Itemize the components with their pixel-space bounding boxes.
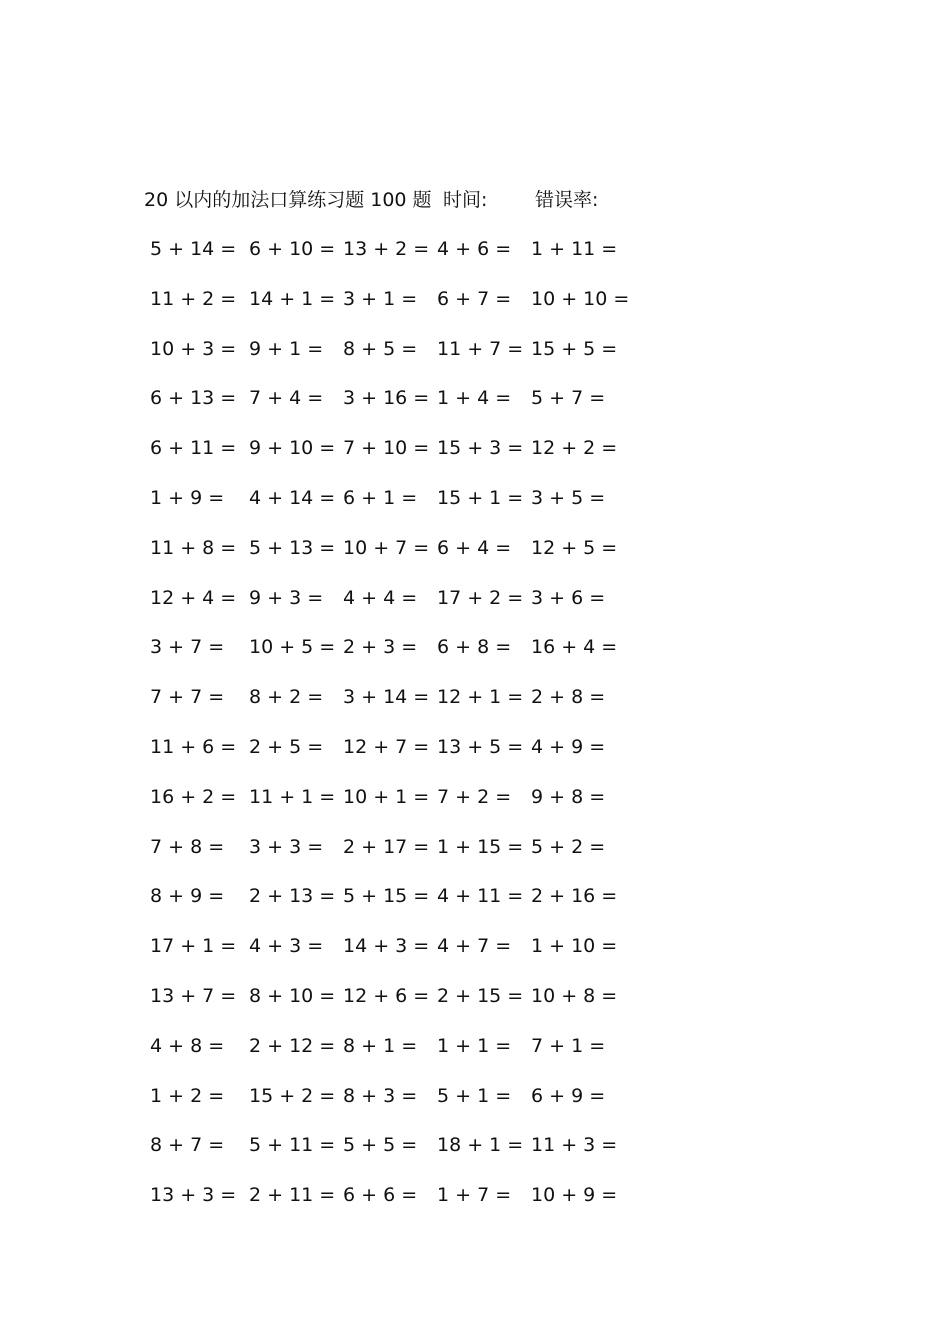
problem-r6-c2: 4 + 14 = xyxy=(249,487,336,509)
problem-r6-c4: 15 + 1 = xyxy=(437,487,524,509)
problem-r7-c1: 11 + 8 = xyxy=(150,537,237,559)
problem-r6-c1: 1 + 9 = xyxy=(150,487,225,509)
problem-r10-c5: 2 + 8 = xyxy=(531,686,606,708)
problem-r1-c1: 5 + 14 = xyxy=(150,238,237,260)
problem-r7-c5: 12 + 5 = xyxy=(531,537,618,559)
problem-r3-c5: 15 + 5 = xyxy=(531,338,618,360)
problem-r19-c3: 5 + 5 = xyxy=(343,1134,418,1156)
problem-r3-c3: 8 + 5 = xyxy=(343,338,418,360)
problem-r12-c2: 11 + 1 = xyxy=(249,786,336,808)
problem-r11-c5: 4 + 9 = xyxy=(531,736,606,758)
problem-r8-c1: 12 + 4 = xyxy=(150,587,237,609)
problem-r15-c1: 17 + 1 = xyxy=(150,935,237,957)
problem-r10-c1: 7 + 7 = xyxy=(150,686,225,708)
problem-r20-c1: 13 + 3 = xyxy=(150,1184,237,1206)
problem-r18-c5: 6 + 9 = xyxy=(531,1085,606,1107)
problem-r20-c4: 1 + 7 = xyxy=(437,1184,512,1206)
problem-r2-c4: 6 + 7 = xyxy=(437,288,512,310)
problem-r14-c3: 5 + 15 = xyxy=(343,885,430,907)
problem-r16-c4: 2 + 15 = xyxy=(437,985,524,1007)
problem-r10-c4: 12 + 1 = xyxy=(437,686,524,708)
problem-r13-c5: 5 + 2 = xyxy=(531,836,606,858)
problem-r7-c4: 6 + 4 = xyxy=(437,537,512,559)
problem-r5-c4: 15 + 3 = xyxy=(437,437,524,459)
problem-r8-c2: 9 + 3 = xyxy=(249,587,324,609)
problem-r13-c1: 7 + 8 = xyxy=(150,836,225,858)
problem-r18-c1: 1 + 2 = xyxy=(150,1085,225,1107)
problem-r4-c4: 1 + 4 = xyxy=(437,387,512,409)
problem-r4-c2: 7 + 4 = xyxy=(249,387,324,409)
problem-r18-c2: 15 + 2 = xyxy=(249,1085,336,1107)
problem-r1-c3: 13 + 2 = xyxy=(343,238,430,260)
problem-r4-c1: 6 + 13 = xyxy=(150,387,237,409)
problem-r2-c2: 14 + 1 = xyxy=(249,288,336,310)
problem-r5-c5: 12 + 2 = xyxy=(531,437,618,459)
problem-r14-c2: 2 + 13 = xyxy=(249,885,336,907)
problem-r5-c2: 9 + 10 = xyxy=(249,437,336,459)
problem-r2-c3: 3 + 1 = xyxy=(343,288,418,310)
problem-r18-c3: 8 + 3 = xyxy=(343,1085,418,1107)
problem-r9-c5: 16 + 4 = xyxy=(531,636,618,658)
problem-r8-c3: 4 + 4 = xyxy=(343,587,418,609)
problem-r15-c3: 14 + 3 = xyxy=(343,935,430,957)
problem-r17-c3: 8 + 1 = xyxy=(343,1035,418,1057)
problem-r15-c2: 4 + 3 = xyxy=(249,935,324,957)
problem-r12-c5: 9 + 8 = xyxy=(531,786,606,808)
problem-r6-c3: 6 + 1 = xyxy=(343,487,418,509)
problem-r11-c2: 2 + 5 = xyxy=(249,736,324,758)
problem-r19-c4: 18 + 1 = xyxy=(437,1134,524,1156)
problem-r20-c2: 2 + 11 = xyxy=(249,1184,336,1206)
error-rate-label: 错误率: xyxy=(535,189,599,211)
problem-r1-c5: 1 + 11 = xyxy=(531,238,618,260)
problem-r9-c1: 3 + 7 = xyxy=(150,636,225,658)
problem-r14-c5: 2 + 16 = xyxy=(531,885,618,907)
worksheet-title: 20 以内的加法口算练习题 100 题 xyxy=(144,189,432,211)
problem-r15-c5: 1 + 10 = xyxy=(531,935,618,957)
problem-r8-c5: 3 + 6 = xyxy=(531,587,606,609)
problem-r13-c4: 1 + 15 = xyxy=(437,836,524,858)
problem-r20-c5: 10 + 9 = xyxy=(531,1184,618,1206)
problem-r16-c2: 8 + 10 = xyxy=(249,985,336,1007)
problem-r20-c3: 6 + 6 = xyxy=(343,1184,418,1206)
problem-r17-c1: 4 + 8 = xyxy=(150,1035,225,1057)
problem-r12-c4: 7 + 2 = xyxy=(437,786,512,808)
problem-r14-c4: 4 + 11 = xyxy=(437,885,524,907)
problem-r11-c3: 12 + 7 = xyxy=(343,736,430,758)
problem-r6-c5: 3 + 5 = xyxy=(531,487,606,509)
problem-r3-c2: 9 + 1 = xyxy=(249,338,324,360)
problem-r2-c5: 10 + 10 = xyxy=(531,288,630,310)
problem-r13-c3: 2 + 17 = xyxy=(343,836,430,858)
problem-r1-c4: 4 + 6 = xyxy=(437,238,512,260)
problem-r5-c3: 7 + 10 = xyxy=(343,437,430,459)
problem-r17-c2: 2 + 12 = xyxy=(249,1035,336,1057)
problem-r17-c4: 1 + 1 = xyxy=(437,1035,512,1057)
problem-r11-c4: 13 + 5 = xyxy=(437,736,524,758)
problem-r8-c4: 17 + 2 = xyxy=(437,587,524,609)
problem-r14-c1: 8 + 9 = xyxy=(150,885,225,907)
problem-r16-c3: 12 + 6 = xyxy=(343,985,430,1007)
problem-r9-c3: 2 + 3 = xyxy=(343,636,418,658)
problem-r7-c3: 10 + 7 = xyxy=(343,537,430,559)
problem-r2-c1: 11 + 2 = xyxy=(150,288,237,310)
problem-r4-c5: 5 + 7 = xyxy=(531,387,606,409)
problem-r19-c1: 8 + 7 = xyxy=(150,1134,225,1156)
problem-r11-c1: 11 + 6 = xyxy=(150,736,237,758)
problem-r7-c2: 5 + 13 = xyxy=(249,537,336,559)
problem-r3-c1: 10 + 3 = xyxy=(150,338,237,360)
problem-r16-c1: 13 + 7 = xyxy=(150,985,237,1007)
problem-r5-c1: 6 + 11 = xyxy=(150,437,237,459)
problem-r9-c4: 6 + 8 = xyxy=(437,636,512,658)
problem-r19-c5: 11 + 3 = xyxy=(531,1134,618,1156)
problem-r1-c2: 6 + 10 = xyxy=(249,238,336,260)
problem-r13-c2: 3 + 3 = xyxy=(249,836,324,858)
problem-r4-c3: 3 + 16 = xyxy=(343,387,430,409)
problem-r12-c3: 10 + 1 = xyxy=(343,786,430,808)
problem-r18-c4: 5 + 1 = xyxy=(437,1085,512,1107)
problem-r19-c2: 5 + 11 = xyxy=(249,1134,336,1156)
problem-r12-c1: 16 + 2 = xyxy=(150,786,237,808)
problem-r15-c4: 4 + 7 = xyxy=(437,935,512,957)
problem-r17-c5: 7 + 1 = xyxy=(531,1035,606,1057)
time-label: 时间: xyxy=(443,189,488,211)
problem-r16-c5: 10 + 8 = xyxy=(531,985,618,1007)
problem-r3-c4: 11 + 7 = xyxy=(437,338,524,360)
problem-r10-c2: 8 + 2 = xyxy=(249,686,324,708)
problem-r9-c2: 10 + 5 = xyxy=(249,636,336,658)
problem-r10-c3: 3 + 14 = xyxy=(343,686,430,708)
